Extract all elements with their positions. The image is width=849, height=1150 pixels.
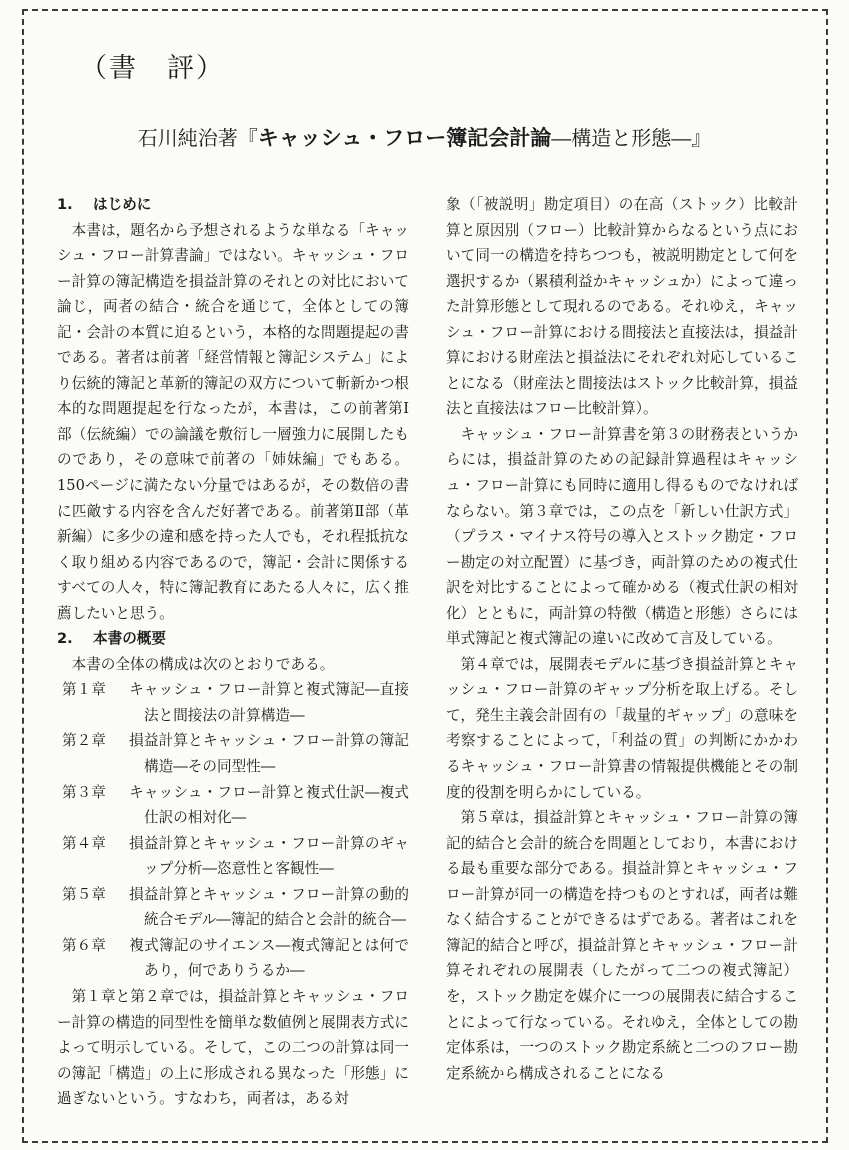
chapter-label: 第１章 (62, 681, 106, 699)
chapter-list (57, 677, 409, 984)
chapter-item (57, 677, 409, 728)
chapter-item (57, 831, 409, 882)
chapter-text: 損益計算とキャッシュ・フロー計算の動的統合モデル―簿記的結合と会計的統合― (129, 885, 409, 929)
chapter-item (57, 728, 409, 779)
section-2-intro: 本書の全体の構成は次のとおりである。 (71, 655, 335, 673)
chapter-label: 第２章 (62, 732, 106, 750)
chapter-label: 第３章 (62, 783, 106, 801)
book-title (0, 122, 849, 152)
section-1-paragraph: 本書は，題名から予想されるような単なる「キャッシュ・フロー計算書論」ではない。キャッシュ・フロー計算の簿記構造を損益計算のそれとの対比において論じ，両者の結合・統合を通じて，全体としての簿記・会計の本質に迫るという，本格的な問題提起の書である。著者は前著「経営情報と簿記システム」により伝統的簿記と革新的簿記の双方について斬新かつ根本的な問題提起を行なったが，本書は，この前著第Ⅰ部（伝統編）での論議を敷衍し一層強力に展開したものであり，その意味で前著の「姉妹編」でもある。150ページに満たない分量ではあるが，その数倍の書に匹敵する内容を含んだ好著である。前著第Ⅱ部（革新編）に多少の違和感を持った人でも，それ程抵抗なく取り組める内容であるので，簿記・会計に関係するすべての人々，特に簿記教育にあたる人々に，広く推薦したいと思う。 (57, 221, 409, 622)
paragraph-ch3: キャッシュ・フロー計算書を第３の財務表というからには，損益計算のための記録計算過程はキャッシュ・フロー計算にも同時に適用し得るものでなければならない。第３章では，この点を「新しい仕訳方式」（プラス・マイナス符号の導入とストック勘定・フロー勘定の対立配置）に基づき，両計算のための複式仕訳を対比することによって確かめる（複式仕訳の相対化）とともに，両計算の特徴（構造と形態）さらには単式簿記と複式簿記の違いに改めて言及している。 (446, 425, 798, 648)
paragraph-ch1-2-continued: 象（「被説明」勘定項目）の在高（ストック）比較計算と原因別（フロー）比較計算からなるという点において同一の構造を持ちつつも，被説明勘定として何を選択するか（累積利益かキャッシュか）によって違った計算形態として現れるのである。それゆえ，キャッシュ・フロー計算における間接法と直接法は，損益計算における財産法と損益法にそれぞれ対応していることになる（財産法と間接法はストック比較計算，損益法と直接法はフロー比較計算）。 (446, 196, 798, 418)
section-1-heading (57, 192, 409, 218)
chapter-text: 複式簿記のサイエンス―複式簿記とは何であり，何でありうるか― (129, 936, 409, 980)
paragraph-ch1-2: 第１章と第２章では，損益計算とキャッシュ・フロー計算の構造的同型性を簡単な数値例と展開表方式によって明示している。そして，この二つの計算は同一の簿記「構造」の上に形成される異なった「形態」に過ぎないという。すなわち，両者は，ある対 (57, 987, 409, 1108)
book-title-prefix: 石川純治著『 (137, 126, 258, 150)
section-2-number: 2. (57, 630, 73, 648)
right-column (446, 192, 798, 1086)
chapter-label: 第６章 (62, 936, 106, 954)
section-2-heading (57, 626, 409, 652)
chapter-text: キャッシュ・フロー計算と複式仕訳―複式仕訳の相対化― (129, 783, 409, 827)
book-title-suffix: ―構造と形態―』 (551, 126, 712, 150)
left-column (57, 192, 409, 1112)
chapter-item (57, 933, 409, 984)
section-2-title: 本書の概要 (93, 630, 166, 648)
chapter-text: 損益計算とキャッシュ・フロー計算のギャップ分析―恣意性と客観性― (129, 834, 409, 878)
chapter-text: 損益計算とキャッシュ・フロー計算の簿記構造―その同型性― (129, 732, 409, 776)
chapter-label: 第４章 (62, 834, 106, 852)
section-tag: （書 評） (80, 53, 225, 84)
paragraph-ch5: 第５章は，損益計算とキャッシュ・フロー計算の簿記的結合と会計的統合を問題としており，本書における最も重要な部分である。損益計算とキャッシュ・フロー計算が同一の構造を持つものとすれば，両者は難なく結合することができるはずである。著者はこれを簿記的結合と呼び，損益計算とキャッシュ・フロー計算それぞれの展開表（したがって二つの複式簿記）を，ストック勘定を媒介に一つの展開表に結合することによって行なっている。それゆえ，全体としての勘定体系は，一つのストック勘定系統と二つのフロー勘定系統から構成されることになる (446, 809, 798, 1082)
book-title-main: キャッシュ・フロー簿記会計論 (257, 126, 552, 150)
chapter-item (57, 780, 409, 831)
chapter-label: 第５章 (62, 885, 106, 903)
paragraph-ch4: 第４章では，展開表モデルに基づき損益計算とキャッシュ・フロー計算のギャップ分析を取上げる。そして，発生主義会計固有の「裁量的ギャップ」の意味を考察することによって，「利益の質」の判断にかかわるキャッシュ・フロー計算書の情報提供機能とその制度的役割を明らかにしている。 (446, 655, 798, 801)
chapter-item (57, 882, 409, 933)
section-1-number: 1. (57, 196, 73, 213)
chapter-text: キャッシュ・フロー計算と複式簿記―直接法と間接法の計算構造― (129, 681, 409, 724)
section-1-title: はじめに (93, 196, 152, 213)
